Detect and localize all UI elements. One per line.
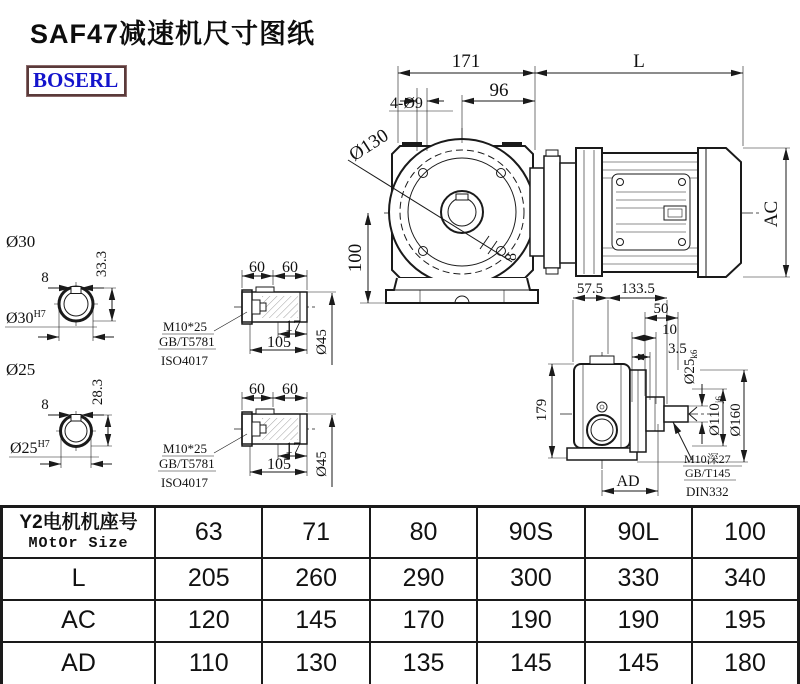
- dim-4-holes: 4-Ø9: [390, 95, 423, 112]
- AC-value: 195: [692, 600, 798, 642]
- output-shaft-detail-b: [158, 381, 336, 490]
- L-value: 340: [692, 558, 798, 600]
- dim-179: 179: [534, 398, 550, 422]
- shaft30-depth-dim: 33.3: [94, 250, 110, 278]
- shaft-key: [256, 287, 274, 292]
- output-shaft-detail-a: [158, 259, 336, 368]
- row-label-L: L: [2, 558, 156, 600]
- dim-60a: 60: [249, 259, 265, 276]
- row-label-AC: AC: [2, 600, 156, 642]
- shaft25-fit-label: $Ø25^{H7}$: [10, 439, 50, 457]
- AC-value: 190: [477, 600, 584, 642]
- shaft30-fit-label: $Ø30^{H7}$: [6, 309, 46, 327]
- brand-logo: [27, 66, 126, 96]
- size-col-80: 80: [370, 507, 477, 558]
- dim-AC: AC: [761, 200, 782, 228]
- dim-100: 100: [345, 243, 366, 273]
- motor-size-header-en: MOtOr Size: [28, 535, 129, 553]
- shaft30-keyway: [71, 287, 81, 294]
- AD-value: 130: [262, 642, 369, 684]
- size-col-90S: 90S: [477, 507, 584, 558]
- dimension-table: [0, 505, 800, 684]
- side-foot: [567, 448, 637, 460]
- AD-value: 145: [477, 642, 584, 684]
- AC-value: 145: [262, 600, 369, 642]
- dim-17: 17: [285, 318, 301, 335]
- dim-60b: 60: [282, 259, 298, 276]
- dim-10: 10: [662, 322, 677, 338]
- flange-boss-left: [402, 142, 422, 147]
- AD-value: 180: [692, 642, 798, 684]
- bolt-head: [252, 300, 260, 314]
- table-row-AD: [2, 642, 799, 684]
- motor-size-header-cn: Y2电机机座号: [19, 512, 138, 534]
- input-shaft-stub: [664, 406, 688, 422]
- adapter-plate: [544, 156, 560, 268]
- terminal-box: [664, 206, 686, 220]
- AD-value: 135: [370, 642, 477, 684]
- side-top-cap: [590, 356, 614, 364]
- dim-25k6: Ø25k6: [682, 349, 699, 385]
- input-bell: [530, 168, 544, 256]
- flange-boss-right: [502, 142, 522, 147]
- fan-cover: [698, 148, 741, 277]
- L-value: 205: [155, 558, 262, 600]
- bolt-std2: ISO4017: [161, 353, 208, 368]
- top-dimension-lines: [389, 66, 743, 151]
- table-row-header: [2, 507, 799, 558]
- shaft25-label: Ø25: [6, 360, 36, 379]
- bolt-label: M10*25: [163, 319, 208, 334]
- dim-flange-dia: Ø130: [345, 125, 393, 166]
- dim-96: 96: [489, 80, 509, 101]
- L-value: 290: [370, 558, 477, 600]
- dim-57-5: 57.5: [576, 281, 604, 297]
- dim-key-width: 8: [503, 253, 520, 261]
- adapter-spacer: [560, 163, 576, 263]
- AD-value: 145: [585, 642, 692, 684]
- size-col-90L: 90L: [585, 507, 692, 558]
- dim-AD: AD: [616, 473, 640, 490]
- dim-133-5: 133.5: [621, 281, 655, 297]
- page-title: SAF47减速机尺寸图纸: [30, 19, 316, 49]
- AC-value: 190: [585, 600, 692, 642]
- dim-110j6: Ø110j6: [707, 396, 724, 436]
- motor-flange: [576, 148, 602, 276]
- dim-171: 171: [451, 51, 481, 72]
- dim-160: Ø160: [728, 403, 744, 437]
- tap-label: M10深27: [684, 452, 731, 466]
- dim-50: 50: [653, 301, 669, 317]
- tap-std1: GB/T145: [685, 466, 731, 480]
- row-label-AD: AD: [2, 642, 156, 684]
- size-col-71: 71: [262, 507, 369, 558]
- shaft30-key-dim: 8: [41, 270, 49, 286]
- bore-keyway: [456, 194, 468, 200]
- shaft30-label: Ø30: [6, 232, 36, 251]
- dim-45: Ø45: [314, 329, 330, 355]
- AD-value: 110: [155, 642, 262, 684]
- L-value: 260: [262, 558, 369, 600]
- size-col-100: 100: [692, 507, 798, 558]
- brand-logo-text: BOSERL: [33, 68, 119, 92]
- dim-105: 105: [267, 334, 291, 351]
- size-col-63: 63: [155, 507, 262, 558]
- side-view: [534, 281, 748, 499]
- shaft-detail-25: [6, 360, 112, 468]
- dim-L: L: [633, 51, 645, 72]
- bolt-std1: GB/T5781: [159, 334, 215, 349]
- table-row-L: [2, 558, 799, 600]
- shaft25-depth-dim: 28.3: [90, 378, 106, 406]
- L-value: 300: [477, 558, 584, 600]
- tap-std2: DIN332: [686, 484, 729, 499]
- L-value: 330: [585, 558, 692, 600]
- AC-value: 170: [370, 600, 477, 642]
- motor-size-header-cell: [2, 507, 156, 558]
- shaft25-key-dim: 8: [41, 397, 49, 413]
- dim-3-5: 3.5: [668, 341, 687, 357]
- AC-value: 120: [155, 600, 262, 642]
- shaft25-keyway: [71, 415, 81, 422]
- shaft-detail-30: [5, 232, 116, 341]
- motor-view: [530, 148, 790, 277]
- table-row-AC: [2, 600, 799, 642]
- shaft-circle: [448, 198, 476, 226]
